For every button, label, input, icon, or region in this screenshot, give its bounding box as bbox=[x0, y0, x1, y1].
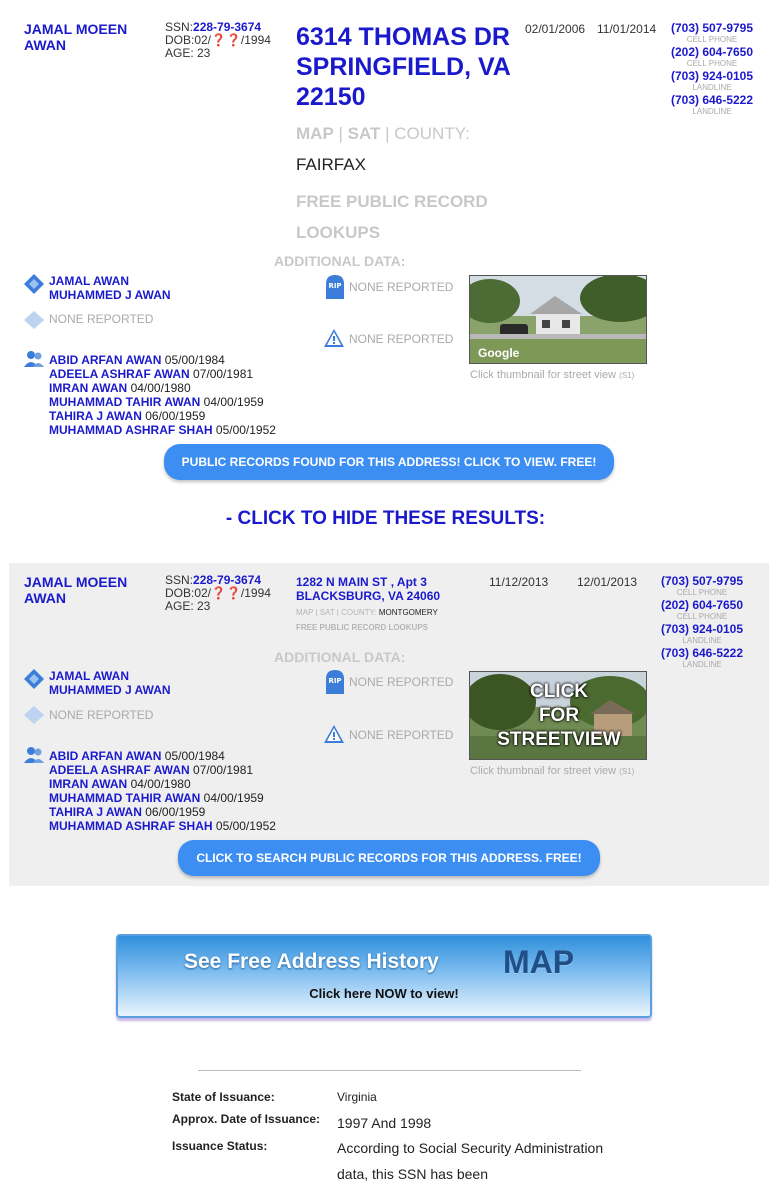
banner-title[interactable]: See Free Address History bbox=[184, 950, 439, 973]
death-none: NONE REPORTED bbox=[349, 675, 454, 689]
relatives-list bbox=[49, 353, 276, 437]
address-link[interactable]: 1282 N MAIN ST , Apt 3 BLACKSBURG, VA 24060 bbox=[296, 575, 441, 603]
list-item[interactable]: MUHAMMAD TAHIR AWAN 04/00/1959 bbox=[49, 791, 264, 805]
phone-number[interactable]: (202) 604-7650 bbox=[670, 45, 754, 59]
alert-none: NONE REPORTED bbox=[349, 332, 454, 346]
ssn-info-row: Issuance Status: According to Social Security Administration data, this SSN has been bbox=[172, 1139, 604, 1182]
dob: DOB:02/❓❓/1994 bbox=[165, 33, 271, 47]
sat-link[interactable]: SAT bbox=[347, 124, 381, 143]
list-item[interactable]: ADEELA ASHRAF AWAN 07/00/1981 bbox=[49, 367, 254, 381]
map-link[interactable]: MAP bbox=[296, 124, 334, 143]
additional-data-heading: ADDITIONAL DATA: bbox=[274, 649, 406, 665]
age: AGE: 23 bbox=[165, 599, 211, 613]
sat-link[interactable]: SAT bbox=[319, 608, 335, 617]
list-item[interactable]: ABID ARFAN AWAN 05/00/1984 bbox=[49, 353, 225, 367]
phone-number[interactable]: (703) 646-5222 bbox=[660, 646, 744, 660]
person-name[interactable]: JAMAL MOEEN AWAN bbox=[24, 21, 128, 53]
phone-number[interactable]: (202) 604-7650 bbox=[660, 598, 744, 612]
alert-none: NONE REPORTED bbox=[349, 728, 454, 742]
emails-none: NONE REPORTED bbox=[49, 708, 154, 722]
aliases-icon bbox=[23, 668, 45, 690]
aliases-list: JAMAL AWAN MUHAMMED J AWAN bbox=[49, 274, 171, 302]
thumbnail-caption: Click thumbnail for street view (S1) bbox=[470, 369, 635, 381]
county: MONTGOMERY bbox=[378, 608, 438, 617]
dob: DOB:02/❓❓/1994 bbox=[165, 586, 271, 600]
hide-results-link[interactable]: - CLICK TO HIDE THESE RESULTS: bbox=[225, 508, 546, 529]
county: FAIRFAX bbox=[296, 155, 366, 174]
map-links: MAP | SAT | COUNTY: bbox=[296, 124, 470, 143]
public-records-button[interactable]: PUBLIC RECORDS FOUND FOR THIS ADDRESS! CLICK TO VIEW. FREE! bbox=[164, 444, 614, 480]
tombstone-icon bbox=[324, 274, 346, 300]
list-item[interactable]: TAHIRA J AWAN 06/00/1959 bbox=[49, 409, 206, 423]
person-name[interactable]: JAMAL MOEEN AWAN bbox=[24, 574, 128, 606]
list-item[interactable]: IMRAN AWAN 04/00/1980 bbox=[49, 381, 191, 395]
death-none: NONE REPORTED bbox=[349, 280, 454, 294]
street-view-thumbnail[interactable] bbox=[469, 275, 647, 364]
phone-number[interactable]: (703) 507-9795 bbox=[660, 574, 744, 588]
phone-list: (703) 507-9795 CELL PHONE (202) 604-7650 CELL PHONE (703) 924-0105 LANDLINE (703) 646-5222 LANDLINE bbox=[652, 574, 752, 670]
ssn-link[interactable]: 228-79-3674 bbox=[193, 573, 262, 587]
relatives-icon bbox=[23, 349, 45, 369]
list-item[interactable]: MUHAMMAD ASHRAF SHAH 05/00/1952 bbox=[49, 423, 276, 437]
tombstone-icon bbox=[324, 669, 346, 695]
ssn-info-row: State of Issuance: Virginia bbox=[172, 1090, 377, 1104]
ssn-info-table bbox=[172, 1090, 632, 1187]
emails-none: NONE REPORTED bbox=[49, 312, 154, 326]
search-public-records-button[interactable]: CLICK TO SEARCH PUBLIC RECORDS FOR THIS ADDRESS. FREE! bbox=[178, 840, 600, 876]
address-history-banner[interactable] bbox=[116, 934, 652, 1018]
map-links: MAP | SAT | COUNTY: MONTGOMERY bbox=[296, 608, 438, 617]
alert-icon bbox=[323, 328, 345, 348]
date-from: 02/01/2006 bbox=[525, 22, 586, 36]
email-icon bbox=[23, 310, 45, 330]
date-to: 11/01/2014 bbox=[597, 22, 657, 36]
ssn-link[interactable]: 228-79-3674 bbox=[193, 20, 262, 34]
list-item[interactable]: ADEELA ASHRAF AWAN 07/00/1981 bbox=[49, 763, 254, 777]
list-item[interactable]: ABID ARFAN AWAN 05/00/1984 bbox=[49, 749, 225, 763]
age: AGE: 23 bbox=[165, 46, 211, 60]
date-from: 11/12/2013 bbox=[489, 575, 549, 589]
phone-list: (703) 507-9795 CELL PHONE (202) 604-7650 CELL PHONE (703) 924-0105 LANDLINE (703) 646-5222 LANDLINE bbox=[662, 21, 762, 117]
date-to: 12/01/2013 bbox=[577, 575, 638, 589]
phone-number[interactable]: (703) 924-0105 bbox=[670, 69, 754, 83]
person-info: SSN:228-79-3674 DOB:02/❓❓/1994 AGE: 23 bbox=[165, 20, 271, 60]
list-item[interactable]: MUHAMMAD ASHRAF SHAH 05/00/1952 bbox=[49, 819, 276, 833]
phone-number[interactable]: (703) 646-5222 bbox=[670, 93, 754, 107]
click-for-streetview-overlay[interactable]: CLICK FOR STREETVIEW bbox=[497, 681, 621, 750]
street-view-thumbnail[interactable] bbox=[469, 671, 647, 760]
banner-subtitle[interactable]: Click here NOW to view! bbox=[309, 986, 459, 1001]
map-link[interactable]: MAP bbox=[296, 608, 314, 617]
additional-data-heading: ADDITIONAL DATA: bbox=[274, 253, 406, 269]
svg-text:RIP: RIP bbox=[328, 282, 342, 290]
phone-number[interactable]: (703) 924-0105 bbox=[660, 622, 744, 636]
person-info: SSN:228-79-3674 DOB:02/❓❓/1994 AGE: 23 bbox=[165, 573, 271, 613]
banner-map-word[interactable]: MAP bbox=[503, 944, 575, 980]
alert-icon bbox=[323, 724, 345, 744]
thumbnail-caption: Click thumbnail for street view (S1) bbox=[470, 765, 635, 777]
ssn-info-row: Approx. Date of Issuance: 1997 And 1998 bbox=[172, 1112, 432, 1131]
svg-text:RIP: RIP bbox=[328, 677, 342, 685]
divider bbox=[198, 1070, 581, 1071]
relatives-icon bbox=[23, 745, 45, 765]
list-item[interactable]: IMRAN AWAN 04/00/1980 bbox=[49, 777, 191, 791]
address-link[interactable]: 6314 THOMAS DR SPRINGFIELD, VA 22150 bbox=[296, 23, 511, 111]
aliases-list: JAMAL AWAN MUHAMMED J AWAN bbox=[49, 669, 171, 697]
aliases-icon bbox=[23, 273, 45, 295]
relatives-list bbox=[49, 749, 276, 833]
google-logo: Google bbox=[478, 346, 520, 360]
list-item[interactable]: MUHAMMAD TAHIR AWAN 04/00/1959 bbox=[49, 395, 264, 409]
list-item[interactable]: TAHIRA J AWAN 06/00/1959 bbox=[49, 805, 206, 819]
email-icon bbox=[23, 705, 45, 725]
phone-number[interactable]: (703) 507-9795 bbox=[670, 21, 754, 35]
free-lookup-link[interactable]: FREE PUBLIC RECORD LOOKUPS bbox=[296, 192, 488, 242]
free-lookup-link[interactable]: FREE PUBLIC RECORD LOOKUPS bbox=[296, 623, 429, 632]
